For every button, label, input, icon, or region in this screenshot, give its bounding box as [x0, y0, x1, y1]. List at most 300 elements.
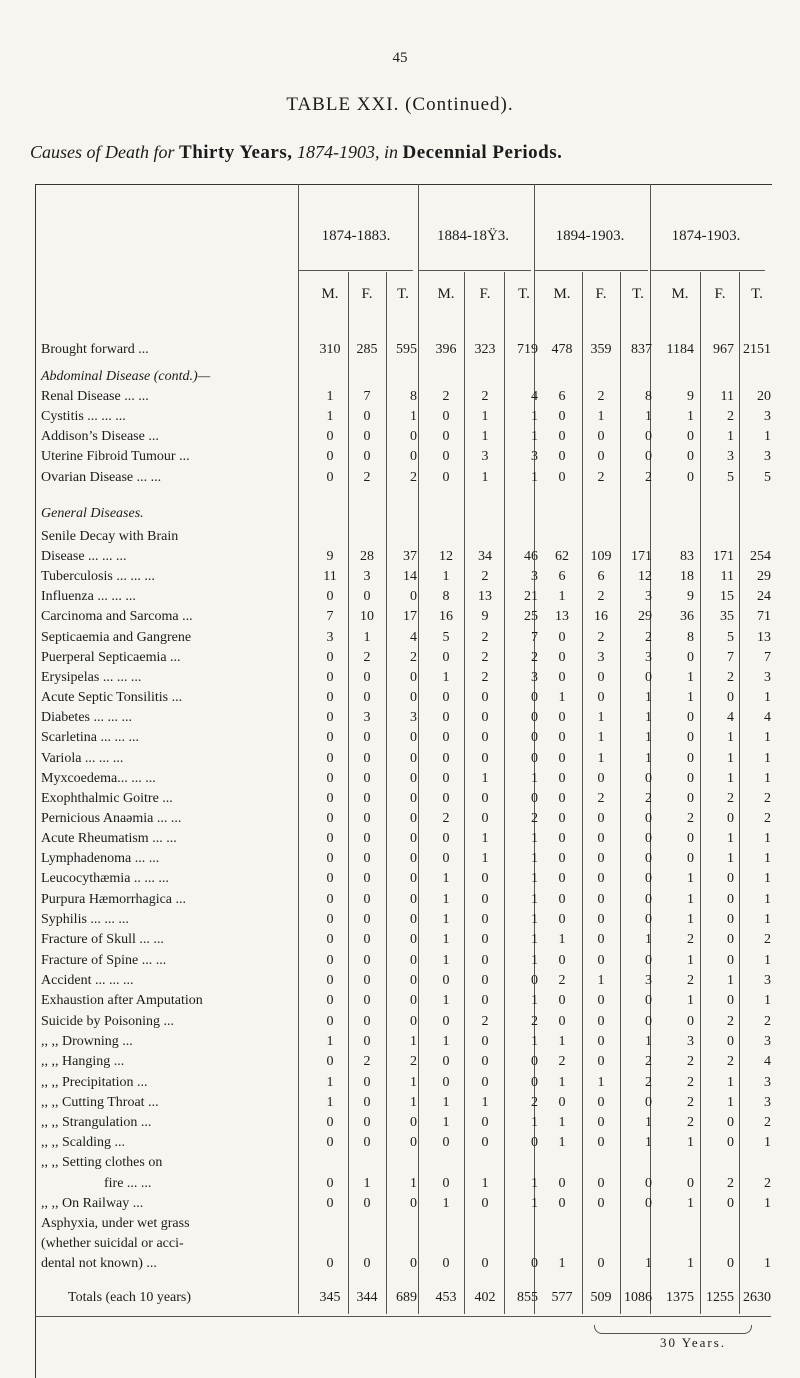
table-cell: 0 [727, 690, 734, 705]
table-cell: 0 [363, 932, 371, 947]
table-cell: 1 [558, 690, 566, 705]
table-cell: 1 [597, 710, 605, 725]
table-cell: 855 [517, 1290, 538, 1305]
table-cell: 0 [363, 1075, 371, 1090]
table-cell: 0 [442, 851, 450, 866]
table-cell: 0 [326, 730, 334, 745]
table-cell: 0 [687, 1014, 694, 1029]
table-cell: 5 [727, 630, 734, 645]
table-cell: 5 [442, 630, 450, 645]
table-cell: 0 [326, 429, 334, 444]
table-cell: 0 [687, 429, 694, 444]
table-cell: 1 [531, 892, 538, 907]
table-cell: 0 [645, 429, 652, 444]
table-cell: 0 [597, 912, 605, 927]
table-cell: 1 [727, 429, 734, 444]
table-cell: 1 [326, 1034, 334, 1049]
table-row [0, 429, 800, 449]
table-cell: 0 [687, 730, 694, 745]
row-label: General Diseases. [41, 506, 144, 521]
table-cell: 0 [727, 1115, 734, 1130]
table-cell: 0 [597, 871, 605, 886]
table-cell: 0 [481, 811, 489, 826]
table-cell: 0 [645, 1176, 652, 1191]
row-label: ,, ,, Strangulation ... [41, 1115, 152, 1130]
table-cell: 0 [558, 751, 566, 766]
row-label: Myxcoedema... ... ... [41, 771, 156, 786]
table-cell: 1 [410, 1095, 417, 1110]
table-row [0, 811, 800, 831]
table-cell: 0 [363, 1256, 371, 1271]
subtitle-prefix: Causes of Death for [30, 142, 180, 162]
table-cell: 2 [687, 1054, 694, 1069]
table-cell: 0 [645, 1196, 652, 1211]
table-cell: 0 [481, 791, 489, 806]
row-label: ,, ,, Cutting Throat ... [41, 1095, 159, 1110]
table-cell: 0 [597, 449, 605, 464]
row-label: Lymphadenoma ... ... [41, 851, 160, 866]
table-cell: 0 [558, 1014, 566, 1029]
table-cell: 0 [481, 1054, 489, 1069]
table-row [0, 529, 800, 549]
table-cell: 0 [410, 1256, 417, 1271]
table-cell: 0 [558, 1095, 566, 1110]
table-cell: 1375 [666, 1290, 694, 1305]
table-cell: 1 [727, 831, 734, 846]
table-cell: 0 [326, 1135, 334, 1150]
table-cell: 0 [363, 851, 371, 866]
column-header: F. [361, 286, 373, 302]
table-cell: 1 [531, 429, 538, 444]
table-cell: 4 [764, 1054, 771, 1069]
table-cell: 0 [363, 751, 371, 766]
table-cell: 2 [764, 811, 771, 826]
table-cell: 0 [363, 973, 371, 988]
table-cell: 12 [638, 569, 652, 584]
table-cell: 0 [481, 993, 489, 1008]
table-cell: 0 [363, 912, 371, 927]
table-cell: 3 [764, 1095, 771, 1110]
table-cell: 0 [363, 953, 371, 968]
table-cell: 0 [442, 730, 450, 745]
table-cell: 0 [326, 670, 334, 685]
table-row [0, 470, 800, 490]
table-cell: 0 [363, 771, 371, 786]
table-cell: 0 [442, 973, 450, 988]
table-cell: 1 [531, 831, 538, 846]
column-header: T. [751, 286, 763, 302]
table-cell: 0 [597, 1135, 605, 1150]
table-cell: 0 [326, 771, 334, 786]
table-cell: 29 [638, 609, 652, 624]
table-cell: 0 [645, 1095, 652, 1110]
table-cell: 16 [439, 609, 453, 624]
table-cell: 0 [326, 650, 334, 665]
table-cell: 1 [558, 1115, 566, 1130]
table-cell: 967 [713, 342, 734, 357]
table-cell: 1 [442, 1095, 450, 1110]
table-row [0, 953, 800, 973]
table-cell: 2 [442, 389, 450, 404]
table-cell: 2 [410, 650, 417, 665]
table-cell: 1 [727, 751, 734, 766]
table-cell: 719 [517, 342, 538, 357]
group-underline [298, 270, 413, 271]
table-cell: 2 [764, 791, 771, 806]
table-cell: 0 [645, 953, 652, 968]
table-cell: 0 [363, 1034, 371, 1049]
table-cell: 6 [558, 389, 566, 404]
table-cell: 0 [442, 1176, 450, 1191]
page-number: 45 [392, 50, 408, 66]
row-label: Senile Decay with Brain [41, 529, 179, 544]
table-cell: 2 [363, 470, 371, 485]
table-cell: 0 [558, 771, 566, 786]
table-row [0, 409, 800, 429]
table-cell: 2 [481, 389, 489, 404]
table-cell: 0 [687, 650, 694, 665]
table-cell: 0 [410, 429, 417, 444]
table-row [0, 771, 800, 791]
table-cell: 0 [326, 690, 334, 705]
table-cell: 2 [531, 811, 538, 826]
table-cell: 0 [727, 932, 734, 947]
row-label: Acute Septic Tonsilitis ... [41, 690, 183, 705]
table-row [0, 892, 800, 912]
table-cell: 0 [442, 1075, 450, 1090]
table-cell: 0 [326, 1256, 334, 1271]
table-row [0, 831, 800, 851]
table-cell: 1 [597, 730, 605, 745]
table-cell: 24 [757, 589, 771, 604]
table-cell: 0 [558, 409, 566, 424]
row-label: dental not known) ... [41, 1256, 157, 1271]
table-cell: 0 [687, 449, 694, 464]
row-label: Puerperal Septicaemia ... [41, 650, 181, 665]
table-cell: 0 [410, 912, 417, 927]
row-label: Carcinoma and Sarcoma ... [41, 609, 193, 624]
table-cell: 0 [687, 470, 694, 485]
table-cell: 0 [531, 1256, 538, 1271]
table-cell: 171 [713, 549, 734, 564]
table-cell: 7 [363, 389, 371, 404]
table-cell: 0 [326, 953, 334, 968]
table-cell: 1 [727, 973, 734, 988]
table-cell: 2 [597, 470, 605, 485]
table-cell: 1 [531, 409, 538, 424]
table-cell: 1 [727, 1095, 734, 1110]
table-cell: 1 [442, 892, 450, 907]
table-cell: 4 [727, 710, 734, 725]
table-cell: 0 [558, 1196, 566, 1211]
table-row [0, 871, 800, 891]
table-cell: 344 [356, 1290, 378, 1305]
table-cell: 1 [645, 690, 652, 705]
row-label: Purpura Hæmorrhagica ... [41, 892, 187, 907]
table-cell: 0 [558, 791, 566, 806]
table-cell: 0 [481, 710, 489, 725]
table-cell: 13 [478, 589, 492, 604]
table-row [0, 609, 800, 629]
table-cell: 8 [645, 389, 652, 404]
table-cell: 2 [727, 1176, 734, 1191]
table-cell: 36 [680, 609, 694, 624]
table-cell: 0 [727, 953, 734, 968]
table-cell: 0 [326, 589, 334, 604]
table-cell: 359 [590, 342, 612, 357]
table-row [0, 710, 800, 730]
table-cell: 8 [442, 589, 450, 604]
table-cell: 0 [442, 470, 450, 485]
table-cell: 0 [363, 993, 371, 1008]
table-cell: 0 [363, 892, 371, 907]
table-cell: 0 [410, 1115, 417, 1130]
table-cell: 577 [551, 1290, 573, 1305]
table-bottom-rule [35, 1316, 771, 1317]
table-cell: 2 [764, 1115, 771, 1130]
table-cell: 1 [727, 771, 734, 786]
table-cell: 1 [442, 871, 450, 886]
table-cell: 1 [410, 409, 417, 424]
table-cell: 0 [597, 1014, 605, 1029]
table-cell: 0 [326, 751, 334, 766]
table-cell: 0 [326, 710, 334, 725]
table-cell: 25 [524, 609, 538, 624]
table-cell: 1 [410, 1034, 417, 1049]
table-cell: 1 [442, 953, 450, 968]
table-cell: 7 [531, 630, 538, 645]
table-cell: 2 [531, 650, 538, 665]
table-cell: 0 [410, 892, 417, 907]
table-cell: 2 [687, 973, 694, 988]
table-cell: 0 [326, 1176, 334, 1191]
table-cell: 1 [442, 569, 450, 584]
table-cell: 402 [474, 1290, 496, 1305]
table-cell: 0 [410, 1014, 417, 1029]
table-cell: 4 [410, 630, 417, 645]
table-cell: 171 [631, 549, 652, 564]
table-cell: 1 [645, 1135, 652, 1150]
table-cell: 0 [481, 1034, 489, 1049]
column-header: M. [321, 286, 339, 302]
table-cell: 3 [764, 449, 771, 464]
table-cell: 0 [363, 1196, 371, 1211]
table-cell: 3 [410, 710, 417, 725]
table-cell: 0 [597, 670, 605, 685]
table-cell: 837 [631, 342, 652, 357]
table-cell: 2 [645, 470, 652, 485]
table-cell: 1 [481, 831, 489, 846]
table-cell: 0 [326, 1115, 334, 1130]
table-cell: 0 [326, 912, 334, 927]
table-cell: 0 [597, 1176, 605, 1191]
table-cell: 1 [764, 1256, 771, 1271]
table-cell: 0 [363, 429, 371, 444]
table-row [0, 1216, 800, 1236]
table-cell: 0 [558, 730, 566, 745]
table-cell: 8 [687, 630, 694, 645]
table-cell: 3 [764, 1075, 771, 1090]
table-row [0, 993, 800, 1013]
table-cell: 0 [481, 1196, 489, 1211]
table-cell: 1 [687, 670, 694, 685]
group-header-2: 1884-18Ÿ3. [436, 228, 510, 244]
table-cell: 323 [474, 342, 496, 357]
row-label: Disease ... ... ... [41, 549, 127, 564]
table-cell: 1 [531, 1115, 538, 1130]
row-label: fire ... ... [104, 1176, 152, 1191]
table-cell: 0 [558, 851, 566, 866]
table-cell: 0 [410, 589, 417, 604]
table-cell: 0 [727, 1256, 734, 1271]
table-cell: 0 [558, 871, 566, 886]
table-cell: 3 [727, 449, 734, 464]
table-cell: 0 [481, 751, 489, 766]
table-row [0, 912, 800, 932]
table-row [0, 690, 800, 710]
table-cell: 20 [757, 389, 771, 404]
table-cell: 0 [363, 831, 371, 846]
row-label: Renal Disease ... ... [41, 389, 149, 404]
table-cell: 0 [727, 811, 734, 826]
table-cell: 0 [727, 871, 734, 886]
table-cell: 1 [531, 470, 538, 485]
table-cell: 1 [481, 771, 489, 786]
table-cell: 0 [531, 710, 538, 725]
table-cell: 11 [720, 569, 734, 584]
table-cell: 1 [764, 831, 771, 846]
table-cell: 0 [481, 1115, 489, 1130]
group-header-3: 1894-1903. [555, 228, 625, 244]
table-cell: 0 [558, 953, 566, 968]
table-cell: 254 [750, 549, 771, 564]
table-cell: 0 [531, 751, 538, 766]
column-header: M. [437, 286, 455, 302]
table-cell: 0 [597, 1196, 605, 1211]
table-cell: 3 [764, 409, 771, 424]
table-cell: 0 [363, 811, 371, 826]
table-cell: 62 [555, 549, 569, 564]
table-cell: 0 [597, 1095, 605, 1110]
table-cell: 0 [597, 1034, 605, 1049]
group-underline [418, 270, 531, 271]
table-cell: 1 [764, 690, 771, 705]
table-cell: 3 [531, 670, 538, 685]
table-cell: 1 [531, 771, 538, 786]
table-cell: 1 [481, 1095, 489, 1110]
table-cell: 1 [558, 589, 566, 604]
table-cell: 2 [410, 1054, 417, 1069]
table-row [0, 751, 800, 771]
table-cell: 1 [597, 1075, 605, 1090]
table-cell: 2 [687, 1075, 694, 1090]
table-row [0, 1176, 800, 1196]
table-cell: 0 [442, 409, 450, 424]
group-header-4: 1874-1903. [671, 228, 741, 244]
row-label: Erysipelas ... ... ... [41, 670, 142, 685]
table-cell: 0 [326, 871, 334, 886]
table-cell: 14 [403, 569, 417, 584]
table-cell: 345 [319, 1290, 341, 1305]
table-cell: 1 [326, 389, 334, 404]
table-cell: 9 [687, 589, 694, 604]
table-cell: 0 [481, 953, 489, 968]
table-cell: 2 [764, 932, 771, 947]
footer-label: 30 Years. [660, 1335, 727, 1350]
table-cell: 0 [645, 670, 652, 685]
table-cell: 0 [727, 1135, 734, 1150]
table-cell: 0 [363, 791, 371, 806]
row-label: ,, ,, Precipitation ... [41, 1075, 148, 1090]
table-cell: 1 [687, 1135, 694, 1150]
table-cell: 46 [524, 549, 538, 564]
table-cell: 0 [558, 630, 566, 645]
table-row [0, 1075, 800, 1095]
table-row [0, 589, 800, 609]
table-cell: 2 [410, 470, 417, 485]
table-cell: 396 [435, 342, 457, 357]
table-cell: 2 [727, 670, 734, 685]
table-cell: 0 [531, 1054, 538, 1069]
table-cell: 0 [442, 751, 450, 766]
table-cell: 0 [410, 1135, 417, 1150]
group-underline [650, 270, 765, 271]
table-cell: 0 [326, 1014, 334, 1029]
table-row [0, 569, 800, 589]
table-cell: 1 [764, 771, 771, 786]
table-cell: 0 [326, 973, 334, 988]
table-cell: 0 [326, 811, 334, 826]
table-cell: 1 [727, 851, 734, 866]
row-label: Syphilis ... ... ... [41, 912, 129, 927]
table-cell: 0 [687, 851, 694, 866]
table-cell: 0 [597, 690, 605, 705]
table-cell: 689 [396, 1290, 417, 1305]
table-cell: 2 [764, 1014, 771, 1029]
table-cell: 13 [555, 609, 569, 624]
table-cell: 0 [410, 670, 417, 685]
table-cell: 1 [558, 1075, 566, 1090]
table-cell: 0 [410, 851, 417, 866]
table-cell: 3 [645, 650, 652, 665]
table-subtitle [30, 142, 790, 164]
table-cell: 1 [326, 1095, 334, 1110]
table-cell: 0 [481, 1256, 489, 1271]
table-cell: 0 [645, 871, 652, 886]
table-row [0, 342, 800, 362]
table-cell: 1 [764, 871, 771, 886]
table-cell: 28 [360, 549, 374, 564]
table-cell: 0 [645, 831, 652, 846]
table-cell: 2 [727, 409, 734, 424]
table-cell: 3 [363, 569, 371, 584]
table-cell: 0 [410, 771, 417, 786]
table-cell: 1 [764, 892, 771, 907]
table-cell: 1 [645, 409, 652, 424]
table-cell: 1 [764, 993, 771, 1008]
table-cell: 1 [764, 953, 771, 968]
group-header-1: 1874-1883. [321, 228, 391, 244]
table-cell: 1 [531, 871, 538, 886]
table-cell: 1 [597, 973, 605, 988]
table-cell: 0 [410, 730, 417, 745]
table-cell: 0 [442, 449, 450, 464]
table-cell: 83 [680, 549, 694, 564]
table-row [0, 449, 800, 469]
table-cell: 4 [764, 710, 771, 725]
table-cell: 0 [363, 1095, 371, 1110]
table-cell: 2 [481, 1014, 489, 1029]
